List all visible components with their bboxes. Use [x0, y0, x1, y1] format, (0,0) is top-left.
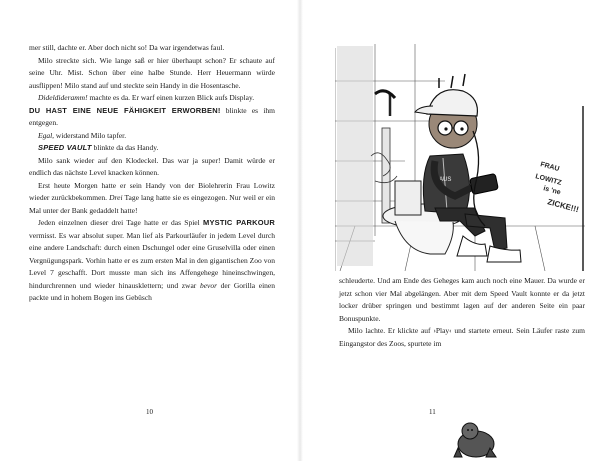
boy-on-toilet-illustration — [335, 36, 585, 271]
graffiti-text-3: is 'ne — [542, 185, 562, 197]
game-title: MYSTIC PARKOUR — [203, 218, 275, 227]
paragraph-6: SPEED VAULT blinkte da das Handy. — [38, 143, 159, 152]
paragraph-1: mer still, dachte er. Aber doch nicht so! Da war irgendetwas faul. — [29, 43, 225, 52]
sound-effect-text: Dideldideramm! — [38, 93, 88, 102]
page-number-left: 10 — [146, 408, 153, 416]
shirt-print-text: AUS — [439, 177, 452, 183]
graffiti-text-1: FRAU — [539, 161, 561, 173]
paragraph-8: Erst heute Morgen hatte er sein Handy von der Biolehrerin Frau Lowitz wieder zurückbekommen. Drei Tage lang hatte sie es eingezogen. Nur weil er ein Mal unter der Bank gedaddelt hatte! — [29, 180, 275, 215]
right-page-text — [339, 275, 585, 350]
paragraph-2: Milo lachte. Er klickte auf ›Play‹ und startete erneut. Sein Läufer raste zum Eingangstor des Zoos, spurtete im — [339, 326, 585, 348]
left-page-text — [29, 42, 275, 305]
paragraph-1: schleuderte. Und am Ende des Geheges kam auch noch eine Mauer. Da wurde er jetzt schon vier Mal abgelängen. Aber mit dem Speed Vault konnte er da jetzt locker drüber springen und bestimmt lagen auf der anderen Seite ein paar Bonuspunkte. — [339, 276, 585, 323]
paragraph-7: Milo sank wieder auf den Klodeckel. Das war ja super! Damit würde er endlich das nächste Level knacken können. — [29, 155, 275, 177]
display-message: DU HAST EINE NEUE FÄHIGKEIT ERWORBEN! — [29, 105, 221, 115]
graffiti-text-4: ZICKE!!! — [546, 197, 580, 215]
paragraph-3: Dideldideramm! machte es da. Er warf einen kurzen Blick aufs Display. — [38, 93, 255, 102]
speed-vault-text: SPEED VAULT — [38, 143, 92, 152]
page-number-right: 11 — [429, 408, 436, 416]
graffiti-text-2: LOWITZ — [534, 173, 563, 187]
right-page — [300, 0, 600, 461]
paragraph-9: Jeden einzelnen dieser drei Tage hatte er das Spiel MYSTIC PARKOUR vermisst. Es war absolut super. Man lief als Parkourläufer in jedem Level durch eine andere Landschaft: durch einen Dschungel oder eine Gruselvilla oder einen Vergnügungspark. Vorhin hatte er es zum ersten Mal in den gigantischen Zoo von Level 7 geschafft. Dort musste man sich ins Affengehege hineinschwingen, hindurchrennen und wieder hinausklettern; und zwar bevor der Gorilla einen packte und in hohem Bogen ins Gebüsch — [29, 218, 275, 302]
paragraph-5: Egal, widerstand Milo tapfer. — [38, 130, 127, 140]
paragraph-2: Milo streckte sich. Wie lange saß er hier überhaupt schon? Er schaute auf seine Uhr. Mist. Schon über eine halbe Stunde. Herr Heuermann würde ausflippen! Milo stand auf und steckte sein Handy in die Hosentasche. — [29, 55, 275, 90]
gorilla-illustration — [450, 418, 500, 458]
paragraph-4: DU HAST EINE NEUE FÄHIGKEIT ERWORBEN! blinkte es ihm entgegen. — [29, 105, 275, 127]
